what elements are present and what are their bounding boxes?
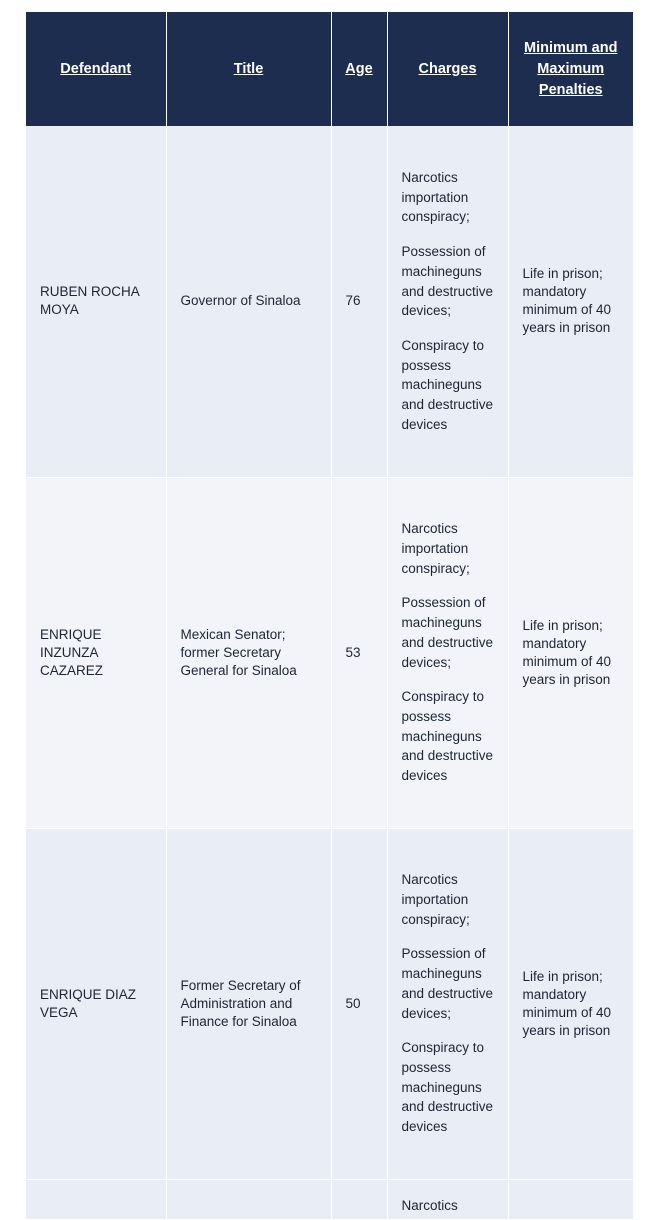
table-row xyxy=(26,477,633,828)
table-body xyxy=(26,126,633,1219)
age-cell: 50 xyxy=(331,828,387,1179)
penalties-cell: Life in prison; mandatory minimum of 40 years in prison xyxy=(508,828,633,1179)
defendant-cell: ENRIQUE DIAZ VEGA xyxy=(26,828,166,1179)
charges-cell xyxy=(387,126,508,477)
defendant-cell xyxy=(26,1179,166,1219)
charges-cell xyxy=(387,828,508,1179)
charge-item: Narcotics importation conspiracy; xyxy=(401,521,470,576)
defendant-cell: RUBEN ROCHA MOYA xyxy=(26,126,166,477)
title-cell: Governor of Sinaloa xyxy=(166,126,331,477)
defendants-table-container xyxy=(26,12,633,1220)
defendant-cell: ENRIQUE INZUNZA CAZAREZ xyxy=(26,477,166,828)
charge-item: Possession of machineguns and destructive devices; xyxy=(401,946,494,1021)
table-row xyxy=(26,828,633,1179)
table-row-partial xyxy=(26,1179,633,1219)
header-penalties[interactable]: Minimum and Maximum Penalties xyxy=(508,12,633,126)
penalties-cell: Life in prison; mandatory minimum of 40 years in prison xyxy=(508,126,633,477)
age-cell: 53 xyxy=(331,477,387,828)
charge-item: Narcotics importation conspiracy; xyxy=(401,872,470,927)
table-header xyxy=(26,12,633,126)
header-defendant[interactable]: Defendant xyxy=(26,12,166,126)
penalties-cell: Life in prison; mandatory minimum of 40 years in prison xyxy=(508,477,633,828)
table-row xyxy=(26,126,633,477)
header-charges[interactable]: Charges xyxy=(387,12,508,126)
defendants-table xyxy=(26,12,633,1220)
charge-item: Narcotics importation conspiracy; xyxy=(401,170,470,225)
title-cell: Mexican Senator; former Secretary General for Sinaloa xyxy=(166,477,331,828)
charge-item: Possession of machineguns and destructive devices; xyxy=(401,595,494,670)
charge-item: Conspiracy to possess machineguns and destructive devices xyxy=(401,337,494,432)
penalties-cell xyxy=(508,1179,633,1219)
charges-cell xyxy=(387,1179,508,1219)
header-row xyxy=(26,12,633,126)
header-title[interactable]: Title xyxy=(166,12,331,126)
charge-item: Conspiracy to possess machineguns and destructive devices xyxy=(401,1040,494,1135)
charge-item: Possession of machineguns and destructive devices; xyxy=(401,244,494,319)
age-cell xyxy=(331,1179,387,1219)
charges-cell xyxy=(387,477,508,828)
age-cell: 76 xyxy=(331,126,387,477)
charge-item: Narcotics xyxy=(401,1197,458,1213)
title-cell: Former Secretary of Administration and Finance for Sinaloa xyxy=(166,828,331,1179)
charge-item: Conspiracy to possess machineguns and destructive devices xyxy=(401,689,494,784)
header-age[interactable]: Age xyxy=(331,12,387,126)
title-cell xyxy=(166,1179,331,1219)
